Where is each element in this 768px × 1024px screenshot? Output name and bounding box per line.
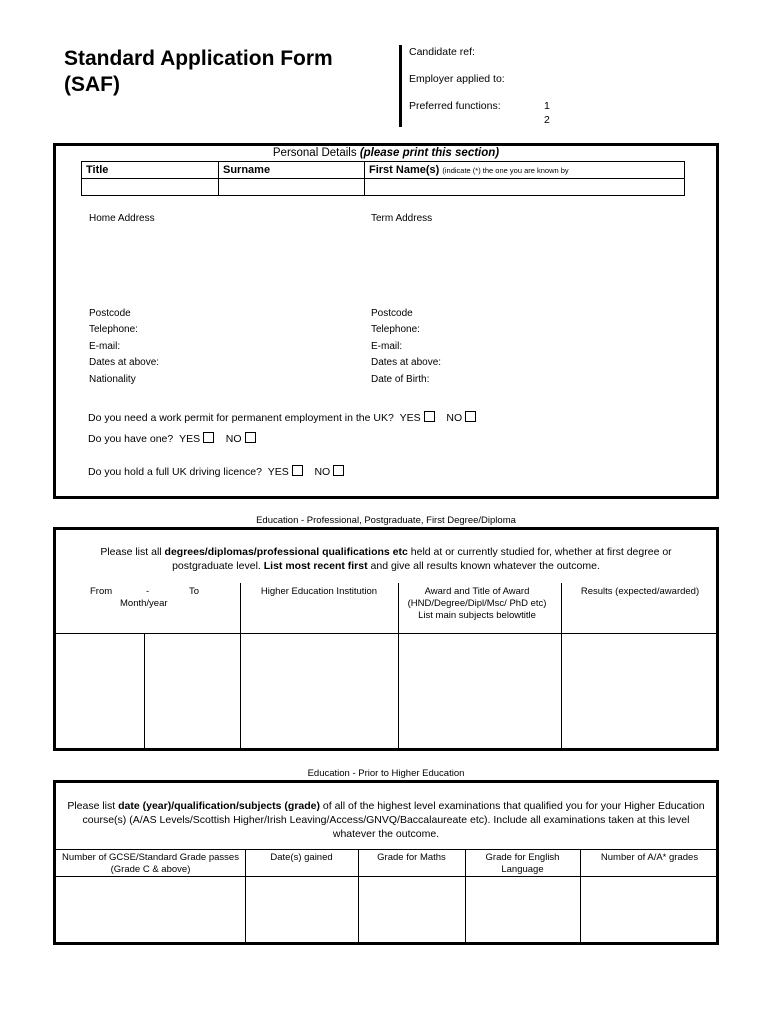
candidate-ref-label: Candidate ref:: [409, 46, 475, 58]
col-monthyear: Month/year: [120, 598, 168, 609]
col-to: To: [189, 586, 200, 597]
col-results: Results (expected/awarded): [580, 586, 700, 597]
personal-details-heading: Personal Details (please print this section): [272, 147, 500, 159]
term-postcode-label: Postcode: [371, 308, 413, 319]
term-address-label: Term Address: [371, 213, 433, 224]
have-no-label: NO: [225, 433, 242, 445]
have-no-checkbox[interactable]: [245, 432, 256, 443]
home-dates-label: Dates at above:: [89, 357, 160, 368]
col-award: Award and Title of Award (HND/Degree/Dipl/Msc/ PhD etc) List main subjects belowtitle: [407, 586, 547, 621]
col-institution: Higher Education Institution: [260, 586, 378, 597]
prior-header-bottom-rule: [55, 876, 717, 877]
col-dates-gained: Date(s) gained: [270, 852, 333, 863]
employer-applied-label: Employer applied to:: [409, 73, 505, 85]
name-grid: [81, 161, 685, 196]
col-gcse: Number of GCSE/Standard Grade passes (Grade C & above): [62, 852, 239, 875]
home-email-label: E-mail:: [89, 341, 121, 352]
higher-education-intro: Please list all degrees/diplomas/professional qualifications etc held at or currently studied for, whether at first degree or postgraduate level. List most recent first and give all results known whatever the outcome.: [100, 546, 672, 572]
prior-education-caption: Education - Prior to Higher Education: [307, 768, 465, 779]
home-address-label: Home Address: [89, 213, 155, 224]
term-email-label: E-mail:: [371, 341, 403, 352]
col-aa-grades: Number of A/A* grades: [600, 852, 699, 863]
licence-no-label: NO: [314, 466, 331, 478]
personal-details-section: [53, 143, 719, 499]
surname-header: Surname: [219, 162, 365, 179]
higher-col-divider-2: [398, 583, 399, 750]
higher-from-to-divider: [144, 633, 145, 750]
firstname-field[interactable]: [365, 179, 685, 196]
prior-education-intro: Please list date (year)/qualification/subjects (grade) of all of the highest level examinations that qualified you for your Higher Education course(s) (A/AS Levels/Scottish Higher/Irish Leaving/Access/GNVQ/Baccalaureate etc). Include all examinations taken at this level whatever the outcome.: [67, 800, 705, 840]
form-title-line1: Standard Application Form: [64, 47, 333, 70]
prior-col-divider-3: [465, 849, 466, 944]
dob-label: Date of Birth:: [371, 374, 430, 385]
prior-col-divider-1: [245, 849, 246, 944]
col-from: From: [90, 586, 113, 597]
reference-box: [399, 45, 550, 127]
higher-col-divider-1: [240, 583, 241, 750]
firstname-header: First Name(s) (indicate (*) the one you are known by: [365, 162, 685, 179]
higher-education-caption: Education - Professional, Postgraduate, First Degree/Diploma: [256, 515, 516, 526]
licence-yes-checkbox[interactable]: [292, 465, 303, 476]
home-postcode-label: Postcode: [89, 308, 131, 319]
surname-field[interactable]: [219, 179, 365, 196]
permit-no-label: NO: [446, 412, 463, 424]
title-field[interactable]: [82, 179, 219, 196]
preferred-function-1[interactable]: 1: [544, 100, 550, 112]
personal-details-note: (please print this section): [359, 147, 500, 159]
have-permit-question: Do you have one? YES NO: [88, 432, 256, 445]
nationality-label: Nationality: [89, 374, 136, 385]
col-dash: -: [146, 586, 150, 597]
firstname-note: (indicate (*) the one you are known by: [442, 166, 569, 175]
permit-yes-label: YES: [399, 412, 421, 424]
permit-yes-checkbox[interactable]: [424, 411, 435, 422]
col-grade-english: Grade for English Language: [485, 852, 560, 875]
licence-yes-label: YES: [267, 466, 289, 478]
term-telephone-label: Telephone:: [371, 324, 420, 335]
title-header: Title: [82, 162, 219, 179]
term-dates-label: Dates at above:: [371, 357, 442, 368]
higher-col-divider-3: [561, 583, 562, 750]
have-yes-checkbox[interactable]: [203, 432, 214, 443]
licence-no-checkbox[interactable]: [333, 465, 344, 476]
home-telephone-label: Telephone:: [89, 324, 138, 335]
higher-header-rule: [55, 633, 717, 634]
prior-header-top-rule: [55, 849, 717, 850]
form-title: [64, 46, 333, 98]
prior-col-divider-4: [580, 849, 581, 944]
preferred-functions-label: Preferred functions:: [409, 100, 501, 112]
preferred-function-2[interactable]: 2: [544, 114, 550, 126]
permit-no-checkbox[interactable]: [465, 411, 476, 422]
licence-question: Do you hold a full UK driving licence? YES NO: [88, 465, 344, 478]
have-yes-label: YES: [179, 433, 201, 445]
work-permit-question: Do you need a work permit for permanent employment in the UK? YES NO: [88, 411, 476, 424]
form-title-line2: (SAF): [64, 73, 120, 96]
prior-col-divider-2: [358, 849, 359, 944]
col-grade-maths: Grade for Maths: [377, 852, 446, 863]
